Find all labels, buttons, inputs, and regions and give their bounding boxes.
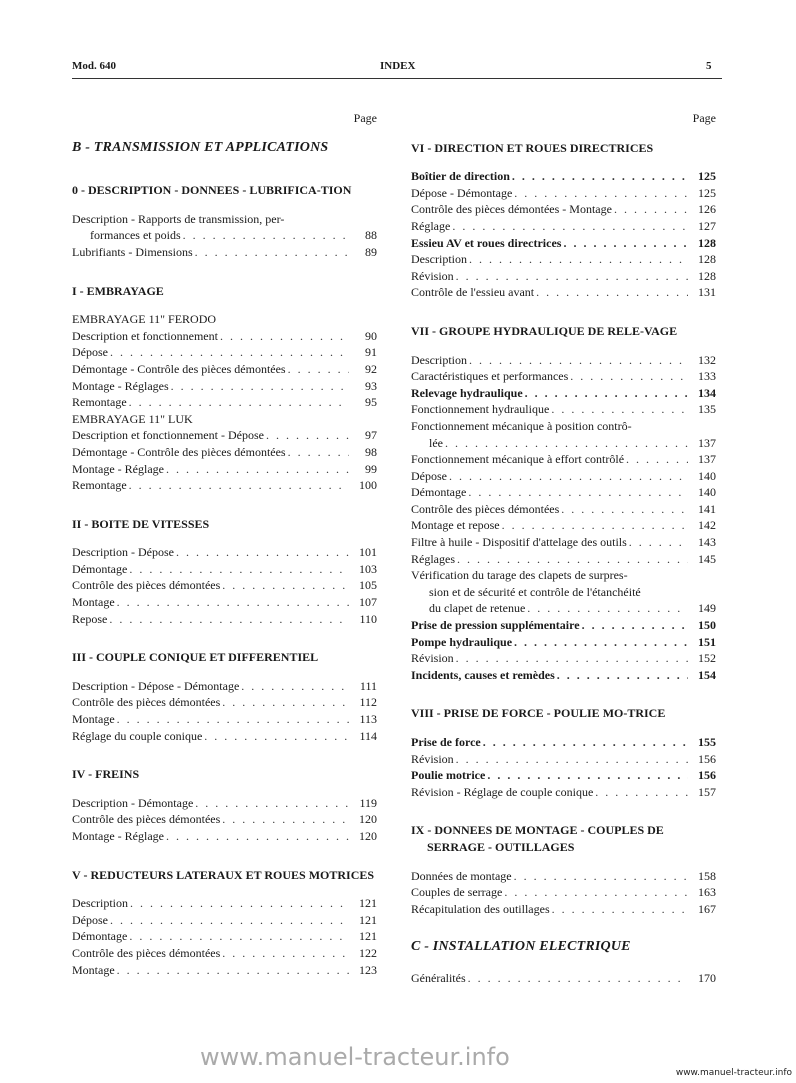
dot-leader bbox=[500, 517, 688, 534]
entry-text: Contrôle des pièces démontées - Montage bbox=[411, 202, 612, 217]
dot-leader bbox=[523, 385, 688, 402]
entry-text: Relevage hydraulique bbox=[411, 385, 523, 400]
dot-leader bbox=[220, 811, 349, 828]
dot-leader bbox=[624, 451, 688, 468]
entry-list bbox=[411, 734, 716, 800]
entry-page: 131 bbox=[698, 285, 716, 300]
entry-text: Description bbox=[411, 252, 467, 267]
entry-text: lée bbox=[429, 435, 443, 450]
entry-page: 127 bbox=[698, 218, 716, 233]
section-title: V - REDUCTEURS LATERAUX ET ROUES MOTRICES bbox=[72, 867, 375, 882]
toc-entry bbox=[411, 634, 716, 651]
section-title: IX - DONNEES DE MONTAGE - COUPLES DE SERRAGE - OUTILLAGES bbox=[411, 823, 664, 854]
entry-text: Vérification du tarage des clapets de surpres- bbox=[411, 568, 628, 583]
entry-page: 154 bbox=[698, 667, 716, 682]
dot-leader bbox=[264, 427, 349, 444]
dot-leader bbox=[127, 928, 349, 945]
entry-text: formances et poids bbox=[90, 228, 181, 243]
toc-entry bbox=[411, 734, 716, 751]
entry-text: Révision bbox=[411, 651, 454, 666]
dot-leader bbox=[202, 728, 349, 745]
entry-page: 110 bbox=[359, 611, 377, 626]
toc-entry bbox=[72, 962, 377, 979]
entry-text: Repose bbox=[72, 611, 108, 626]
dot-leader bbox=[467, 251, 688, 268]
entry-page: 112 bbox=[359, 695, 377, 710]
section-title: II - BOITE DE VITESSES bbox=[72, 516, 210, 531]
entry-text: Description - Rapports de transmission, per- bbox=[72, 211, 285, 226]
dot-leader bbox=[239, 678, 349, 695]
toc-entry bbox=[411, 368, 716, 385]
dot-leader bbox=[286, 444, 349, 461]
dot-leader bbox=[108, 912, 349, 929]
section-6 bbox=[411, 140, 716, 301]
entry-text: sion et de sécurité et contrôle de l'étanchéité bbox=[429, 584, 641, 599]
toc-entry bbox=[72, 694, 377, 711]
toc-entry bbox=[411, 751, 716, 768]
entry-text: Révision bbox=[411, 751, 454, 766]
entry-page: 121 bbox=[359, 896, 377, 911]
entry-text: Dépose bbox=[411, 468, 447, 483]
entry-page: 93 bbox=[365, 378, 377, 393]
entry-text: Contrôle des pièces démontées bbox=[411, 501, 560, 516]
toc-entry bbox=[72, 244, 377, 261]
toc-entry bbox=[411, 600, 716, 617]
toc-entry bbox=[411, 468, 716, 485]
entry-page: 95 bbox=[365, 395, 377, 410]
toc-entry bbox=[72, 912, 377, 929]
dot-leader bbox=[286, 361, 349, 378]
dot-leader bbox=[443, 435, 688, 452]
entry-page: 143 bbox=[698, 535, 716, 550]
entry-text: Prise de force bbox=[411, 735, 481, 749]
entry-text: Démontage bbox=[411, 485, 467, 500]
entry-text: Montage - Réglage bbox=[72, 461, 164, 476]
entry-text: Démontage bbox=[72, 929, 128, 944]
entry-list bbox=[411, 970, 716, 987]
footer-url: www.manuel-tracteur.info bbox=[675, 1068, 792, 1078]
entry-list bbox=[72, 678, 377, 744]
entry-page: 137 bbox=[698, 435, 716, 450]
dot-leader bbox=[115, 962, 349, 979]
entry-page: 137 bbox=[698, 452, 716, 467]
dot-leader bbox=[220, 577, 349, 594]
toc-entry bbox=[411, 251, 716, 268]
entry-text: Filtre à huile - Dispositif d'attelage des outils bbox=[411, 535, 627, 550]
toc-entry bbox=[72, 461, 377, 478]
entry-page: 125 bbox=[698, 169, 716, 184]
section-0 bbox=[72, 182, 377, 260]
toc-entry bbox=[411, 484, 716, 501]
dot-leader bbox=[107, 611, 349, 628]
section-4 bbox=[72, 766, 377, 844]
header-index: INDEX bbox=[380, 60, 416, 72]
entry-page: 114 bbox=[359, 728, 377, 743]
entry-page: 101 bbox=[359, 545, 377, 560]
toc-entry bbox=[411, 868, 716, 885]
dot-leader bbox=[174, 544, 349, 561]
dot-leader bbox=[218, 328, 349, 345]
entry-page: 119 bbox=[359, 795, 377, 810]
entry-list bbox=[411, 617, 716, 683]
entry-text: Description bbox=[72, 896, 128, 911]
dot-leader bbox=[127, 561, 349, 578]
dot-leader bbox=[193, 795, 349, 812]
dot-leader bbox=[485, 767, 688, 784]
dot-leader bbox=[128, 895, 349, 912]
entry-page: 132 bbox=[698, 352, 716, 367]
entry-page: 128 bbox=[698, 268, 716, 283]
page-label: Page bbox=[692, 111, 716, 125]
entry-text: Contrôle de l'essieu avant bbox=[411, 285, 535, 300]
section-8 bbox=[411, 705, 716, 800]
entry-page: 145 bbox=[698, 551, 716, 566]
entry-page: 133 bbox=[698, 369, 716, 384]
entry-page: 167 bbox=[698, 901, 716, 916]
toc-entry bbox=[411, 650, 716, 667]
dot-leader bbox=[220, 945, 349, 962]
entry-text: Boîtier de direction bbox=[411, 169, 510, 184]
toc-entry bbox=[72, 811, 377, 828]
entry-page: 170 bbox=[698, 970, 716, 985]
toc-entry bbox=[411, 218, 716, 235]
toc-entry bbox=[411, 185, 716, 202]
dot-leader bbox=[534, 284, 688, 301]
entry-text: Démontage bbox=[72, 561, 128, 576]
entry-text: Description bbox=[411, 352, 467, 367]
toc-entry bbox=[411, 201, 716, 218]
entry-text: Pompe hydraulique bbox=[411, 634, 513, 649]
toc-entry bbox=[72, 611, 377, 628]
entry-text: Données de montage bbox=[411, 868, 512, 883]
entry-text: Dépose - Démontage bbox=[411, 185, 513, 200]
entry-list bbox=[411, 352, 716, 418]
entry-text: Fonctionnement mécanique à position contrô- bbox=[411, 418, 632, 433]
toc-entry bbox=[411, 501, 716, 518]
dot-leader bbox=[115, 594, 349, 611]
entry-text: Réglages bbox=[411, 551, 455, 566]
dot-leader bbox=[510, 168, 688, 185]
entry-text: Couples de serrage bbox=[411, 885, 503, 900]
toc-entry bbox=[411, 551, 716, 568]
toc-entry bbox=[411, 617, 716, 634]
dot-leader bbox=[481, 734, 688, 751]
dot-leader bbox=[454, 751, 688, 768]
entry-page: 125 bbox=[698, 185, 716, 200]
section-c-title: C - INSTALLATION ELECTRIQUE bbox=[411, 939, 631, 955]
entry-text: Dépose bbox=[72, 912, 108, 927]
toc-entry bbox=[72, 795, 377, 812]
entry-list bbox=[411, 868, 716, 918]
entry-list bbox=[72, 328, 377, 411]
section-b-title: B - TRANSMISSION ET APPLICATIONS bbox=[72, 139, 329, 155]
entry-page: 88 bbox=[365, 228, 377, 243]
entry-text: Démontage - Contrôle des pièces démontées bbox=[72, 361, 286, 376]
toc-entry bbox=[411, 884, 716, 901]
section-9 bbox=[411, 822, 716, 917]
entry-page: 100 bbox=[359, 478, 377, 493]
entry-text: Incidents, causes et remèdes bbox=[411, 667, 555, 682]
toc-entry bbox=[72, 477, 377, 494]
header-page-number: 5 bbox=[706, 60, 712, 72]
entry-page: 113 bbox=[359, 712, 377, 727]
entry-text: Montage bbox=[72, 962, 115, 977]
dot-leader bbox=[550, 901, 688, 918]
toc-entry bbox=[72, 361, 377, 378]
toc-entry bbox=[72, 561, 377, 578]
dot-leader bbox=[627, 534, 688, 551]
dot-leader bbox=[593, 784, 688, 801]
dot-leader bbox=[193, 244, 349, 261]
toc-entry bbox=[72, 728, 377, 745]
section-title: VI - DIRECTION ET ROUES DIRECTRICES bbox=[411, 140, 654, 155]
toc-entry bbox=[72, 828, 377, 845]
entry-page: 121 bbox=[359, 929, 377, 944]
section-1 bbox=[72, 283, 377, 494]
toc-entry bbox=[411, 534, 716, 551]
entry-text: Caractéristiques et performances bbox=[411, 369, 569, 384]
toc-entry bbox=[72, 928, 377, 945]
dot-leader bbox=[561, 235, 688, 252]
page-label: Page bbox=[353, 111, 377, 125]
entry-page: 120 bbox=[359, 829, 377, 843]
entry-text: Montage et repose bbox=[411, 518, 500, 533]
entry-page: 126 bbox=[698, 202, 716, 217]
entry-page: 140 bbox=[698, 485, 716, 500]
entry-page: 150 bbox=[698, 618, 716, 633]
toc-entry bbox=[72, 945, 377, 962]
toc-entry bbox=[411, 784, 716, 801]
entry-text: Lubrifiants - Dimensions bbox=[72, 244, 193, 259]
toc-entry bbox=[411, 352, 716, 369]
section-2 bbox=[72, 516, 377, 628]
entry-page: 156 bbox=[698, 768, 716, 783]
toc-entry bbox=[72, 227, 377, 244]
dot-leader bbox=[454, 268, 688, 285]
entry-page: 105 bbox=[359, 578, 377, 593]
dot-leader bbox=[220, 694, 349, 711]
entry-text: Réglage bbox=[411, 218, 451, 233]
entry-list bbox=[72, 895, 377, 978]
entry-page: 128 bbox=[698, 252, 716, 267]
header-model: Mod. 640 bbox=[72, 60, 116, 72]
toc-entry bbox=[411, 970, 716, 987]
section-title: 0 - DESCRIPTION - DONNEES - LUBRIFICA-TION bbox=[72, 183, 352, 198]
entry-page: 120 bbox=[359, 812, 377, 827]
entry-list bbox=[72, 427, 377, 493]
entry-text: Contrôle des pièces démontées bbox=[72, 812, 221, 827]
toc-entry bbox=[72, 394, 377, 411]
entry-page: 163 bbox=[698, 885, 716, 900]
toc-entry bbox=[72, 344, 377, 361]
entry-page: 156 bbox=[698, 751, 716, 766]
entry-page: 140 bbox=[698, 468, 716, 483]
toc-entry bbox=[411, 667, 716, 684]
dot-leader bbox=[115, 711, 349, 728]
entry-list bbox=[411, 168, 716, 301]
toc-entry bbox=[411, 268, 716, 285]
entry-page: 90 bbox=[365, 328, 377, 343]
toc-entry bbox=[72, 678, 377, 695]
dot-leader bbox=[512, 185, 688, 202]
toc-entry bbox=[72, 427, 377, 444]
entry-text: du clapet de retenue bbox=[429, 601, 526, 616]
dot-leader bbox=[450, 218, 688, 235]
section-title: VIII - PRISE DE FORCE - POULIE MO-TRICE bbox=[411, 706, 666, 721]
entry-text: Remontage bbox=[72, 395, 127, 410]
entry-text: Fonctionnement hydraulique bbox=[411, 402, 550, 417]
dot-leader bbox=[555, 667, 688, 684]
entry-page: 151 bbox=[698, 634, 716, 649]
entry-page: 122 bbox=[359, 945, 377, 960]
toc-entry bbox=[411, 284, 716, 301]
entry-text: Description et fonctionnement - Dépose bbox=[72, 428, 264, 443]
toc-entry bbox=[411, 517, 716, 534]
dot-leader bbox=[512, 634, 688, 651]
entry-text: Contrôle des pièces démontées bbox=[72, 695, 221, 710]
entry-page: 111 bbox=[359, 678, 377, 693]
entry-page: 123 bbox=[359, 962, 377, 977]
entry-text: Montage - Réglages bbox=[72, 378, 169, 393]
dot-leader bbox=[169, 378, 349, 395]
toc-entry bbox=[72, 594, 377, 611]
dot-leader bbox=[455, 551, 688, 568]
entry-page: 107 bbox=[359, 595, 377, 610]
entry-text: Révision - Réglage de couple conique bbox=[411, 784, 594, 799]
dot-leader bbox=[467, 352, 688, 369]
dot-leader bbox=[612, 201, 688, 218]
entry-list bbox=[72, 795, 377, 845]
entry-page: 155 bbox=[698, 735, 716, 749]
entry-list bbox=[411, 451, 716, 567]
dot-leader bbox=[164, 461, 349, 478]
entry-text: Récapitulation des outillages bbox=[411, 901, 550, 916]
section-3 bbox=[72, 649, 377, 744]
entry-text: Montage bbox=[72, 595, 115, 610]
entry-text: Description et fonctionnement bbox=[72, 328, 218, 343]
entry-text: Remontage bbox=[72, 478, 127, 493]
entry-page: 135 bbox=[698, 402, 716, 417]
entry-page: 142 bbox=[698, 518, 716, 533]
dot-leader bbox=[181, 227, 349, 244]
subsection-title: EMBRAYAGE 11" LUK bbox=[72, 411, 193, 426]
toc-entry bbox=[411, 235, 716, 252]
toc-entry bbox=[411, 435, 716, 452]
dot-leader bbox=[454, 650, 688, 667]
entry-text: Contrôle des pièces démontées bbox=[72, 945, 221, 960]
entry-page: 89 bbox=[365, 244, 377, 259]
entry-page: 152 bbox=[698, 651, 716, 666]
toc-entry bbox=[411, 451, 716, 468]
toc-entry bbox=[72, 328, 377, 345]
section-7 bbox=[411, 323, 716, 683]
dot-leader bbox=[466, 484, 688, 501]
entry-text: Démontage - Contrôle des pièces démontées bbox=[72, 444, 286, 459]
toc-entry bbox=[72, 444, 377, 461]
entry-page: 149 bbox=[698, 601, 716, 616]
toc-entry bbox=[72, 895, 377, 912]
dot-leader bbox=[549, 401, 688, 418]
entry-text: Réglage du couple conique bbox=[72, 728, 203, 743]
entry-page: 97 bbox=[365, 428, 377, 443]
entry-text: Montage bbox=[72, 712, 115, 727]
entry-page: 128 bbox=[698, 235, 716, 250]
section-title: IV - FREINS bbox=[72, 767, 140, 782]
entry-text: Description - Démontage bbox=[72, 795, 194, 810]
toc-entry bbox=[411, 385, 716, 402]
entry-page: 92 bbox=[365, 361, 377, 376]
dot-leader bbox=[580, 617, 688, 634]
entry-page: 121 bbox=[359, 912, 377, 927]
entry-page: 98 bbox=[365, 444, 377, 459]
entry-text: Poulie motrice bbox=[411, 768, 486, 783]
section-title: III - COUPLE CONIQUE ET DIFFERENTIEL bbox=[72, 650, 319, 665]
dot-leader bbox=[512, 868, 688, 885]
entry-page: 158 bbox=[698, 868, 716, 883]
entry-text: Essieu AV et roues directrices bbox=[411, 235, 562, 250]
entry-text: Révision bbox=[411, 268, 454, 283]
section-title: I - EMBRAYAGE bbox=[72, 283, 164, 298]
entry-text: Dépose bbox=[72, 345, 108, 360]
entry-page: 91 bbox=[365, 345, 377, 360]
dot-leader bbox=[108, 344, 349, 361]
entry-page: 99 bbox=[365, 461, 377, 476]
dot-leader bbox=[568, 368, 688, 385]
watermark: www.manuel-tracteur.info bbox=[200, 1043, 510, 1071]
toc-entry bbox=[411, 401, 716, 418]
entry-page: 141 bbox=[698, 501, 716, 516]
right-column bbox=[411, 110, 716, 987]
toc-entry bbox=[72, 711, 377, 728]
section-title: VII - GROUPE HYDRAULIQUE DE RELE-VAGE bbox=[411, 323, 678, 338]
toc-entry bbox=[72, 544, 377, 561]
dot-leader bbox=[466, 970, 688, 987]
section-5 bbox=[72, 867, 377, 979]
entry-text: Description - Dépose - Démontage bbox=[72, 678, 240, 693]
dot-leader bbox=[559, 501, 688, 518]
entry-text: Description - Dépose bbox=[72, 545, 174, 560]
entry-page: 103 bbox=[359, 561, 377, 576]
entry-text: Prise de pression supplémentaire bbox=[411, 618, 580, 633]
toc-entry bbox=[72, 577, 377, 594]
entry-page: 134 bbox=[698, 385, 716, 400]
entry-text: Fonctionnement mécanique à effort contrôlé bbox=[411, 452, 625, 467]
toc-entry bbox=[411, 168, 716, 185]
entry-page: 157 bbox=[698, 784, 716, 799]
dot-leader bbox=[127, 477, 349, 494]
entry-text: Contrôle des pièces démontées bbox=[72, 578, 221, 593]
dot-leader bbox=[502, 884, 688, 901]
entry-text: Généralités bbox=[411, 970, 466, 985]
dot-leader bbox=[164, 828, 349, 845]
dot-leader bbox=[525, 600, 688, 617]
subsection-title: EMBRAYAGE 11" FERODO bbox=[72, 312, 217, 327]
toc-entry bbox=[72, 378, 377, 395]
entry-text: Montage - Réglage bbox=[72, 829, 164, 843]
dot-leader bbox=[127, 394, 349, 411]
toc-entry bbox=[411, 767, 716, 784]
header-rule bbox=[72, 78, 722, 79]
left-column bbox=[72, 110, 377, 1000]
entry-list bbox=[72, 544, 377, 627]
toc-entry bbox=[411, 901, 716, 918]
dot-leader bbox=[447, 468, 688, 485]
